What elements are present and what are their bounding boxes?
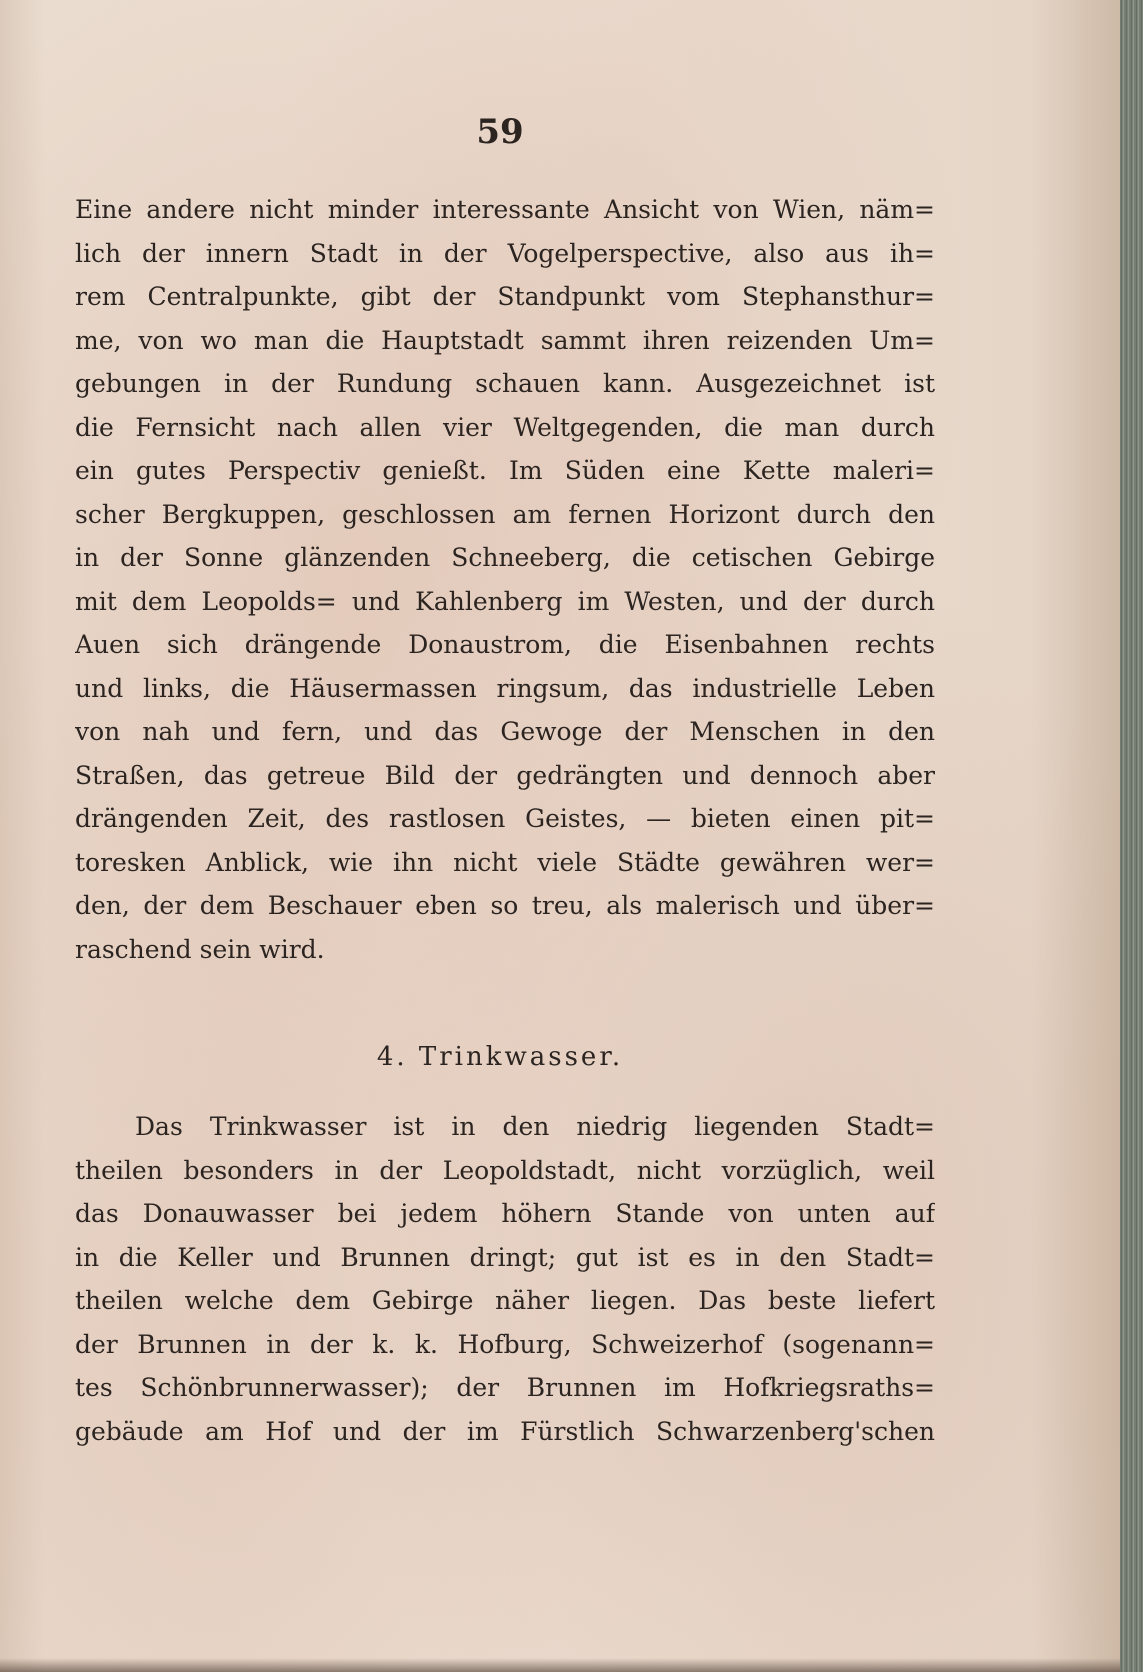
- section-heading: 4. Trinkwasser.: [376, 1042, 624, 1072]
- text-line: me, von wo man die Hauptstadt sammt ihren reizenden Um=: [75, 325, 935, 355]
- text-line: von nah und fern, und das Gewoge der Menschen in den: [75, 717, 935, 746]
- text-line: das Donauwasser bei jedem höhern Stande von unten auf: [75, 1199, 935, 1228]
- text-line: und links, die Häusermassen ringsum, das industrielle Leben: [75, 673, 935, 703]
- text-line: ein gutes Perspectiv genießt. Im Süden eine Kette maleri=: [75, 456, 935, 485]
- paragraph-drinking-water: [75, 1105, 935, 1453]
- paragraph-vienna-view: [75, 188, 935, 971]
- text-line: der Brunnen in der k. k. Hofburg, Schweizerhof (sogenann=: [75, 1329, 935, 1359]
- text-line: scher Bergkuppen, geschlossen am fernen Horizont durch den: [75, 499, 935, 529]
- text-line: gebungen in der Rundung schauen kann. Ausgezeichnet ist: [75, 369, 935, 398]
- text-line: mit dem Leopolds= und Kahlenberg im Westen, und der durch: [75, 586, 935, 616]
- page-number: 59: [476, 112, 524, 152]
- text-line: den, der dem Beschauer eben so treu, als malerisch und über=: [75, 891, 935, 920]
- text-line: theilen besonders in der Leopoldstadt, nicht vorzüglich, weil: [75, 1155, 935, 1185]
- text-line: tes Schönbrunnerwasser); der Brunnen im Hofkriegsraths=: [75, 1373, 935, 1402]
- text-line: gebäude am Hof und der im Fürstlich Schwarzenberg'schen: [75, 1416, 935, 1446]
- text-line: raschend sein wird.: [75, 934, 325, 964]
- text-line: Eine andere nicht minder interessante Ansicht von Wien, näm=: [75, 195, 935, 224]
- text-line: die Fernsicht nach allen vier Weltgegenden, die man durch: [75, 412, 935, 442]
- text-line: toresken Anblick, wie ihn nicht viele Städte gewähren wer=: [75, 847, 935, 877]
- text-line: theilen welche dem Gebirge näher liegen. Das beste liefert: [75, 1286, 935, 1315]
- text-line: Auen sich drängende Donaustrom, die Eisenbahnen rechts: [75, 630, 935, 659]
- text-line: rem Centralpunkte, gibt der Standpunkt vom Stephansthur=: [75, 282, 935, 311]
- text-line: drängenden Zeit, des rastlosen Geistes, — bieten einen pit=: [75, 804, 935, 833]
- text-line: in der Sonne glänzenden Schneeberg, die cetischen Gebirge: [75, 543, 935, 572]
- text-line: in die Keller und Brunnen dringt; gut ist es in den Stadt=: [75, 1242, 935, 1272]
- text-line: lich der innern Stadt in der Vogelperspective, also aus ih=: [75, 238, 935, 268]
- text-line: Das Trinkwasser ist in den niedrig liegenden Stadt=: [135, 1112, 935, 1141]
- bleed-through-text: [70, 995, 950, 1035]
- text-line: Straßen, das getreue Bild der gedrängten und dennoch aber: [75, 760, 935, 790]
- book-page-edges: [1120, 0, 1143, 1672]
- page-bottom-shadow: [0, 1658, 1120, 1672]
